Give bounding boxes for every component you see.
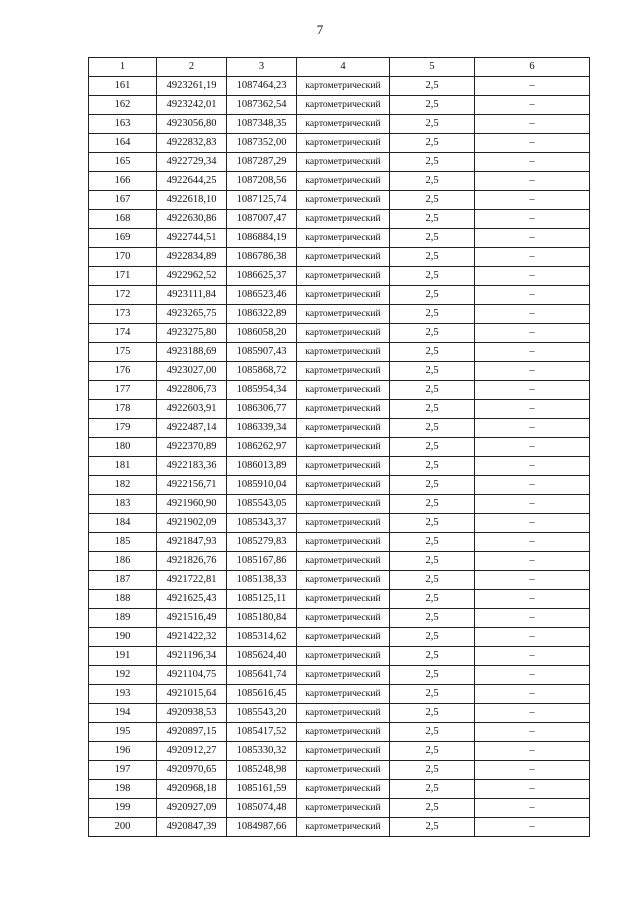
table-cell: 2,5 [390, 723, 475, 742]
table-cell: – [475, 305, 590, 324]
table-cell: 1087208,56 [227, 172, 297, 191]
table-cell: 1085868,72 [227, 362, 297, 381]
table-cell: 1087362,54 [227, 96, 297, 115]
table-cell: – [475, 229, 590, 248]
table-cell: 4920847,39 [157, 818, 227, 837]
table-cell: 2,5 [390, 533, 475, 552]
table-row [89, 172, 590, 191]
table-row [89, 343, 590, 362]
table-cell: – [475, 324, 590, 343]
table-cell: 167 [89, 191, 157, 210]
table-cell: 4923188,69 [157, 343, 227, 362]
table-cell: картометрический [297, 666, 390, 685]
table-cell: 4921722,81 [157, 571, 227, 590]
table-cell: 1087348,35 [227, 115, 297, 134]
table-cell: 1087125,74 [227, 191, 297, 210]
table-cell: 168 [89, 210, 157, 229]
table-cell: – [475, 818, 590, 837]
table-cell: 2,5 [390, 742, 475, 761]
table-cell: – [475, 286, 590, 305]
table-cell: 1086306,77 [227, 400, 297, 419]
table-row [89, 533, 590, 552]
table-cell: 1085138,33 [227, 571, 297, 590]
table-cell: – [475, 267, 590, 286]
table-cell: картометрический [297, 305, 390, 324]
table-cell: картометрический [297, 286, 390, 305]
table-cell: 2,5 [390, 780, 475, 799]
table-row [89, 552, 590, 571]
table-row [89, 495, 590, 514]
table-cell: 2,5 [390, 210, 475, 229]
table-cell: 4922744,51 [157, 229, 227, 248]
table-cell: 2,5 [390, 438, 475, 457]
table-cell: 4920968,18 [157, 780, 227, 799]
table-cell: 1086262,97 [227, 438, 297, 457]
table-cell: 2,5 [390, 761, 475, 780]
table-cell: 2,5 [390, 77, 475, 96]
table-cell: 1085417,52 [227, 723, 297, 742]
header-cell: 4 [297, 58, 390, 77]
table-cell: – [475, 419, 590, 438]
table-cell: 1085248,98 [227, 761, 297, 780]
table-cell: 1085279,83 [227, 533, 297, 552]
table-cell: 4923261,19 [157, 77, 227, 96]
table-cell: 4921015,64 [157, 685, 227, 704]
table-cell: – [475, 590, 590, 609]
table-cell: 182 [89, 476, 157, 495]
table-cell: 4921196,34 [157, 647, 227, 666]
table-cell: 200 [89, 818, 157, 837]
table-cell: – [475, 685, 590, 704]
coordinates-table [88, 57, 590, 837]
table-cell: 1085074,48 [227, 799, 297, 818]
table-cell: картометрический [297, 457, 390, 476]
table-cell: 4922729,34 [157, 153, 227, 172]
table-cell: 2,5 [390, 191, 475, 210]
table-row [89, 229, 590, 248]
table-row [89, 286, 590, 305]
table-cell: картометрический [297, 172, 390, 191]
table-row [89, 590, 590, 609]
table-cell: 2,5 [390, 134, 475, 153]
table-cell: – [475, 400, 590, 419]
table-row [89, 362, 590, 381]
table-cell: 176 [89, 362, 157, 381]
table-cell: 4923265,75 [157, 305, 227, 324]
table-cell: картометрический [297, 590, 390, 609]
table-cell: 196 [89, 742, 157, 761]
table-cell: – [475, 495, 590, 514]
table-cell: картометрический [297, 381, 390, 400]
table-cell: картометрический [297, 419, 390, 438]
table-cell: 4922603,91 [157, 400, 227, 419]
table-cell: картометрический [297, 685, 390, 704]
table-cell: 2,5 [390, 419, 475, 438]
table-cell: 4922183,36 [157, 457, 227, 476]
table-cell: – [475, 799, 590, 818]
table-cell: 166 [89, 172, 157, 191]
table-cell: 172 [89, 286, 157, 305]
table-cell: 1085330,32 [227, 742, 297, 761]
table-cell: 4920927,09 [157, 799, 227, 818]
table-cell: – [475, 476, 590, 495]
table-cell: картометрический [297, 799, 390, 818]
table-cell: 2,5 [390, 305, 475, 324]
table-cell: – [475, 343, 590, 362]
table-cell: 1086339,34 [227, 419, 297, 438]
table-cell: 161 [89, 77, 157, 96]
table-row [89, 780, 590, 799]
table-cell: 1085910,04 [227, 476, 297, 495]
table-cell: – [475, 514, 590, 533]
table-cell: – [475, 115, 590, 134]
table-cell: – [475, 571, 590, 590]
table-cell: 4922832,83 [157, 134, 227, 153]
table-cell: 4923056,80 [157, 115, 227, 134]
table-row [89, 134, 590, 153]
table-cell: 170 [89, 248, 157, 267]
table-cell: картометрический [297, 153, 390, 172]
table-cell: 2,5 [390, 590, 475, 609]
table-row [89, 514, 590, 533]
table-row [89, 628, 590, 647]
table-cell: 4923027,00 [157, 362, 227, 381]
table-body [89, 58, 590, 837]
table-cell: картометрический [297, 818, 390, 837]
table-cell: 183 [89, 495, 157, 514]
table-cell: 1086058,20 [227, 324, 297, 343]
table-cell: 178 [89, 400, 157, 419]
table-row [89, 400, 590, 419]
table-cell: – [475, 780, 590, 799]
page-number: 7 [316, 22, 324, 37]
table-cell: – [475, 647, 590, 666]
table-cell: – [475, 609, 590, 628]
table-cell: 165 [89, 153, 157, 172]
table-row [89, 419, 590, 438]
table-row [89, 191, 590, 210]
table-cell: картометрический [297, 115, 390, 134]
table-cell: 1086523,46 [227, 286, 297, 305]
table-cell: 2,5 [390, 267, 475, 286]
table-cell: – [475, 191, 590, 210]
table-cell: 4922834,89 [157, 248, 227, 267]
table-cell: 4922370,89 [157, 438, 227, 457]
header-cell: 5 [390, 58, 475, 77]
header-cell: 2 [157, 58, 227, 77]
table-cell: картометрический [297, 609, 390, 628]
table-cell: 2,5 [390, 476, 475, 495]
table-row [89, 438, 590, 457]
table-cell: – [475, 761, 590, 780]
table-cell: 1086322,89 [227, 305, 297, 324]
table-cell: картометрический [297, 343, 390, 362]
table-cell: 4923111,84 [157, 286, 227, 305]
table-cell: картометрический [297, 552, 390, 571]
header-cell: 1 [89, 58, 157, 77]
table-cell: – [475, 362, 590, 381]
table-cell: 2,5 [390, 229, 475, 248]
table-cell: картометрический [297, 134, 390, 153]
table-cell: 2,5 [390, 286, 475, 305]
table-cell: 2,5 [390, 818, 475, 837]
table-row [89, 457, 590, 476]
table-cell: – [475, 457, 590, 476]
table-cell: картометрический [297, 723, 390, 742]
table-cell: картометрический [297, 210, 390, 229]
header-cell: 3 [227, 58, 297, 77]
table-cell: – [475, 134, 590, 153]
table-cell: 4921902,09 [157, 514, 227, 533]
table-cell: – [475, 723, 590, 742]
table-cell: картометрический [297, 647, 390, 666]
table-cell: 2,5 [390, 153, 475, 172]
table-cell: 1084987,66 [227, 818, 297, 837]
table-row [89, 666, 590, 685]
table-cell: 4922487,14 [157, 419, 227, 438]
table-cell: – [475, 628, 590, 647]
table-cell: 163 [89, 115, 157, 134]
table-cell: картометрический [297, 400, 390, 419]
table-row [89, 96, 590, 115]
table-cell: 194 [89, 704, 157, 723]
table-cell: картометрический [297, 476, 390, 495]
table-cell: 1085167,86 [227, 552, 297, 571]
table-cell: 1085314,62 [227, 628, 297, 647]
table-cell: 1087352,00 [227, 134, 297, 153]
table-cell: картометрический [297, 780, 390, 799]
table-row [89, 609, 590, 628]
table-cell: 4922962,52 [157, 267, 227, 286]
table-cell: картометрический [297, 571, 390, 590]
table-cell: 169 [89, 229, 157, 248]
table-row [89, 571, 590, 590]
table-cell: 2,5 [390, 704, 475, 723]
table-cell: 4920938,53 [157, 704, 227, 723]
table-row [89, 248, 590, 267]
table-cell: 2,5 [390, 628, 475, 647]
table-cell: картометрический [297, 514, 390, 533]
table-cell: – [475, 381, 590, 400]
table-cell: 181 [89, 457, 157, 476]
table-row [89, 742, 590, 761]
table-cell: картометрический [297, 495, 390, 514]
table-cell: – [475, 153, 590, 172]
table-cell: 191 [89, 647, 157, 666]
table-cell: 2,5 [390, 495, 475, 514]
table-cell: 4920897,15 [157, 723, 227, 742]
table-cell: – [475, 210, 590, 229]
table-cell: 1086013,89 [227, 457, 297, 476]
table-cell: – [475, 704, 590, 723]
table-row [89, 210, 590, 229]
table-cell: 1086884,19 [227, 229, 297, 248]
table-cell: 189 [89, 609, 157, 628]
table-cell: картометрический [297, 77, 390, 96]
table-cell: 2,5 [390, 400, 475, 419]
table-cell: 192 [89, 666, 157, 685]
table-row [89, 305, 590, 324]
table-cell: картометрический [297, 628, 390, 647]
table-row [89, 153, 590, 172]
table-cell: 2,5 [390, 381, 475, 400]
table-cell: 2,5 [390, 172, 475, 191]
table-row [89, 818, 590, 837]
table-cell: картометрический [297, 362, 390, 381]
table-row [89, 77, 590, 96]
table-cell: 2,5 [390, 799, 475, 818]
table-cell: 4922806,73 [157, 381, 227, 400]
table-row [89, 723, 590, 742]
table-cell: 4922156,71 [157, 476, 227, 495]
table-cell: 198 [89, 780, 157, 799]
table-cell: 2,5 [390, 362, 475, 381]
table-cell: 175 [89, 343, 157, 362]
table-cell: – [475, 742, 590, 761]
table-cell: 179 [89, 419, 157, 438]
table-cell: – [475, 77, 590, 96]
table-cell: картометрический [297, 96, 390, 115]
table-cell: 173 [89, 305, 157, 324]
table-cell: 4923242,01 [157, 96, 227, 115]
table-cell: картометрический [297, 229, 390, 248]
table-cell: 195 [89, 723, 157, 742]
table-cell: 2,5 [390, 324, 475, 343]
table-cell: 188 [89, 590, 157, 609]
table-cell: 1086625,37 [227, 267, 297, 286]
table-cell: картометрический [297, 742, 390, 761]
table-cell: 4921104,75 [157, 666, 227, 685]
table-row [89, 647, 590, 666]
table-cell: – [475, 552, 590, 571]
table-cell: 1085543,05 [227, 495, 297, 514]
table-cell: 2,5 [390, 457, 475, 476]
table-cell: 2,5 [390, 666, 475, 685]
table-cell: 2,5 [390, 248, 475, 267]
table-cell: – [475, 438, 590, 457]
table-row [89, 476, 590, 495]
table-cell: 171 [89, 267, 157, 286]
table-row [89, 381, 590, 400]
table-cell: 174 [89, 324, 157, 343]
table-cell: 1085161,59 [227, 780, 297, 799]
table-cell: 1085125,11 [227, 590, 297, 609]
table-row [89, 324, 590, 343]
table-cell: 184 [89, 514, 157, 533]
table-cell: 4922644,25 [157, 172, 227, 191]
table-cell: 4920912,27 [157, 742, 227, 761]
table-cell: – [475, 248, 590, 267]
table-cell: 186 [89, 552, 157, 571]
table-cell: картометрический [297, 191, 390, 210]
table-cell: 1085343,37 [227, 514, 297, 533]
table-cell: 4921422,32 [157, 628, 227, 647]
table-cell: 4921826,76 [157, 552, 227, 571]
table-cell: 2,5 [390, 609, 475, 628]
table-row [89, 267, 590, 286]
table-cell: картометрический [297, 761, 390, 780]
table-cell: 1085616,45 [227, 685, 297, 704]
table-cell: 4921847,93 [157, 533, 227, 552]
table-row [89, 685, 590, 704]
table-cell: 193 [89, 685, 157, 704]
table-cell: 4922618,10 [157, 191, 227, 210]
table-cell: картометрический [297, 267, 390, 286]
table-cell: 185 [89, 533, 157, 552]
table-cell: 2,5 [390, 571, 475, 590]
table-cell: 2,5 [390, 514, 475, 533]
table-cell: 2,5 [390, 343, 475, 362]
table-cell: 187 [89, 571, 157, 590]
table-cell: 2,5 [390, 685, 475, 704]
table-cell: картометрический [297, 704, 390, 723]
table-cell: 164 [89, 134, 157, 153]
table-cell: – [475, 666, 590, 685]
table-cell: 1085641,74 [227, 666, 297, 685]
header-cell: 6 [475, 58, 590, 77]
table-cell: – [475, 533, 590, 552]
table-cell: 162 [89, 96, 157, 115]
table-row [89, 761, 590, 780]
table-cell: 1086786,38 [227, 248, 297, 267]
table-row [89, 115, 590, 134]
table-cell: картометрический [297, 248, 390, 267]
table-cell: 180 [89, 438, 157, 457]
table-cell: 4921625,43 [157, 590, 227, 609]
table-cell: 177 [89, 381, 157, 400]
table-cell: картометрический [297, 533, 390, 552]
table-cell: 1085954,34 [227, 381, 297, 400]
table-cell: картометрический [297, 438, 390, 457]
table-cell: 2,5 [390, 115, 475, 134]
table-cell: 1087464,23 [227, 77, 297, 96]
table-cell: 1087007,47 [227, 210, 297, 229]
table-cell: 4923275,80 [157, 324, 227, 343]
table-cell: 1085624,40 [227, 647, 297, 666]
table-cell: 4920970,65 [157, 761, 227, 780]
table-cell: 2,5 [390, 552, 475, 571]
table-cell: 1085907,43 [227, 343, 297, 362]
table-cell: картометрический [297, 324, 390, 343]
table-cell: 190 [89, 628, 157, 647]
table-cell: 4922630,86 [157, 210, 227, 229]
table-cell: 197 [89, 761, 157, 780]
table-cell: – [475, 172, 590, 191]
table-cell: 1087287,29 [227, 153, 297, 172]
table-cell: 1085180,84 [227, 609, 297, 628]
table-cell: 2,5 [390, 96, 475, 115]
table-cell: 199 [89, 799, 157, 818]
table-cell: 1085543,20 [227, 704, 297, 723]
table-cell: 4921960,90 [157, 495, 227, 514]
table-cell: – [475, 96, 590, 115]
table-header-row [89, 58, 590, 77]
table-row [89, 799, 590, 818]
table-cell: 2,5 [390, 647, 475, 666]
table-row [89, 704, 590, 723]
table-cell: 4921516,49 [157, 609, 227, 628]
